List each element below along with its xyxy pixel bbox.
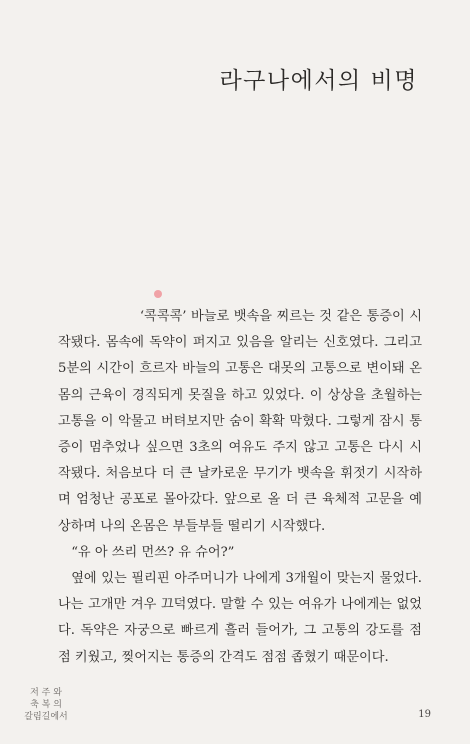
paragraph: 옆에 있는 필리핀 아주머니가 나에게 3개월이 맞는지 물었다. 나는 고개만 겨우 끄덕였다. 말할 수 있는 여유가 나에게는 없었다. 독약은 자궁으로 빠르게 흘러 들어가, 그 고통의 강도를 점점 키웠고, 찢어지는 통증의 간격도 점점 좁혔기 때문이다. [58, 571, 422, 665]
page-number: 19 [418, 709, 431, 720]
running-title-line: 저 주 와 [30, 688, 62, 698]
paragraph: “유 아 쓰리 먼쓰? 유 슈어?” [71, 544, 235, 560]
ornament-dot [154, 290, 162, 298]
running-title-line: 축 복 의 [30, 700, 62, 710]
chapter-title: 라구나에서의 비명 [219, 68, 418, 94]
running-title [18, 687, 74, 723]
running-title-line: 갈림길에서 [24, 712, 68, 722]
paragraph: ‘콕콕콕’ 바늘로 뱃속을 찌르는 것 같은 통증이 시작됐다. 몸속에 독약이 퍼지고 있음을 알리는 신호였다. 그리고 5분의 시간이 흐르자 바늘의 고통은 대못의 고통으로 변이돼 온 몸의 근육이 경직되게 못질을 하고 있었다. 이 상상을 초월하는 고통을 이 악물고 버텨보지만 숨이 확확 막혔다. 그렇게 잠시 통증이 멈추었나 싶으면 3초의 여유도 주지 않고 고통은 다시 시작됐다. 처음보다 더 큰 날카로운 무기가 뱃속을 휘젓기 시작하며 엄청난 공포로 몰아갔다. 앞으로 올 더 큰 육체적 고문을 예상하며 나의 온몸은 부들부들 떨리기 시작했다. [58, 309, 422, 534]
body-text [58, 304, 422, 671]
